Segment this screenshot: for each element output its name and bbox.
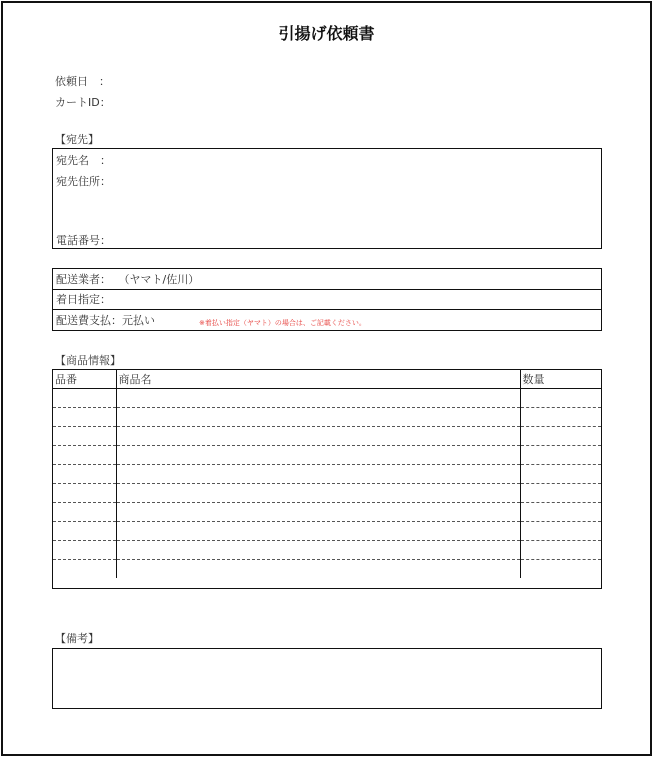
table-row xyxy=(53,541,601,560)
table-row xyxy=(53,503,601,522)
table-row xyxy=(53,484,601,503)
destination-box xyxy=(52,148,602,249)
products-table-box xyxy=(52,369,602,589)
product-code-cell xyxy=(53,427,116,446)
quantity-cell xyxy=(520,465,601,484)
remarks-box xyxy=(52,648,602,709)
remarks-section-label: 【備考】 xyxy=(55,632,99,645)
table-row xyxy=(53,522,601,541)
destination-name-label: 宛先名 ： xyxy=(56,154,111,167)
product-code-cell xyxy=(53,560,116,579)
request-form-page xyxy=(1,1,652,756)
carrier-label: 配送業者： xyxy=(56,273,111,286)
row-divider xyxy=(53,289,601,290)
quantity-cell xyxy=(520,408,601,427)
quantity-cell xyxy=(520,427,601,446)
product-name-cell xyxy=(116,541,520,560)
product-code-cell xyxy=(53,465,116,484)
request-date-label: 依頼日 ： xyxy=(55,75,110,88)
quantity-cell xyxy=(520,541,601,560)
product-code-cell xyxy=(53,541,116,560)
product-name-cell xyxy=(116,522,520,541)
page-title: 引揚げ依頼書 xyxy=(278,24,375,43)
product-code-cell xyxy=(53,484,116,503)
product-code-cell xyxy=(53,522,116,541)
delivery-box xyxy=(52,268,602,331)
payment-note: ※着払い指定（ヤマト）の場合は、ご記載ください。 xyxy=(199,319,366,327)
product-name-cell xyxy=(116,427,520,446)
column-header-quantity: 数量 xyxy=(520,370,601,389)
payment-label: 配送費支払： xyxy=(56,314,122,327)
products-header-row xyxy=(53,370,601,389)
carrier-value: （ヤマト/佐川） xyxy=(118,273,200,286)
product-code-cell xyxy=(53,446,116,465)
products-section-label: 【商品情報】 xyxy=(55,354,121,367)
table-row xyxy=(53,465,601,484)
product-name-cell xyxy=(116,389,520,408)
product-name-cell xyxy=(116,446,520,465)
table-row xyxy=(53,427,601,446)
arrival-date-label: 着日指定： xyxy=(56,293,111,306)
product-name-cell xyxy=(116,484,520,503)
product-name-cell xyxy=(116,503,520,522)
column-header-product-name: 商品名 xyxy=(116,370,520,389)
phone-number-label: 電話番号： xyxy=(56,234,111,247)
carrier-field xyxy=(56,271,199,287)
product-code-cell xyxy=(53,389,116,408)
quantity-cell xyxy=(520,389,601,408)
table-row xyxy=(53,560,601,579)
table-row xyxy=(53,446,601,465)
destination-address-label: 宛先住所： xyxy=(56,175,111,188)
payment-field xyxy=(56,312,155,328)
destination-section-label: 【宛先】 xyxy=(55,133,99,146)
product-name-cell xyxy=(116,408,520,427)
quantity-cell xyxy=(520,446,601,465)
product-code-cell xyxy=(53,503,116,522)
table-row xyxy=(53,408,601,427)
product-name-cell xyxy=(116,465,520,484)
quantity-cell xyxy=(520,522,601,541)
quantity-cell xyxy=(520,484,601,503)
product-code-cell xyxy=(53,408,116,427)
quantity-cell xyxy=(520,560,601,579)
payment-value: 元払い xyxy=(122,314,155,327)
column-header-product-code: 品番 xyxy=(53,370,116,389)
row-divider xyxy=(53,309,601,310)
quantity-cell xyxy=(520,503,601,522)
products-table xyxy=(53,370,601,578)
cart-id-label: カートID： xyxy=(55,96,111,109)
table-row xyxy=(53,389,601,408)
product-name-cell xyxy=(116,560,520,579)
